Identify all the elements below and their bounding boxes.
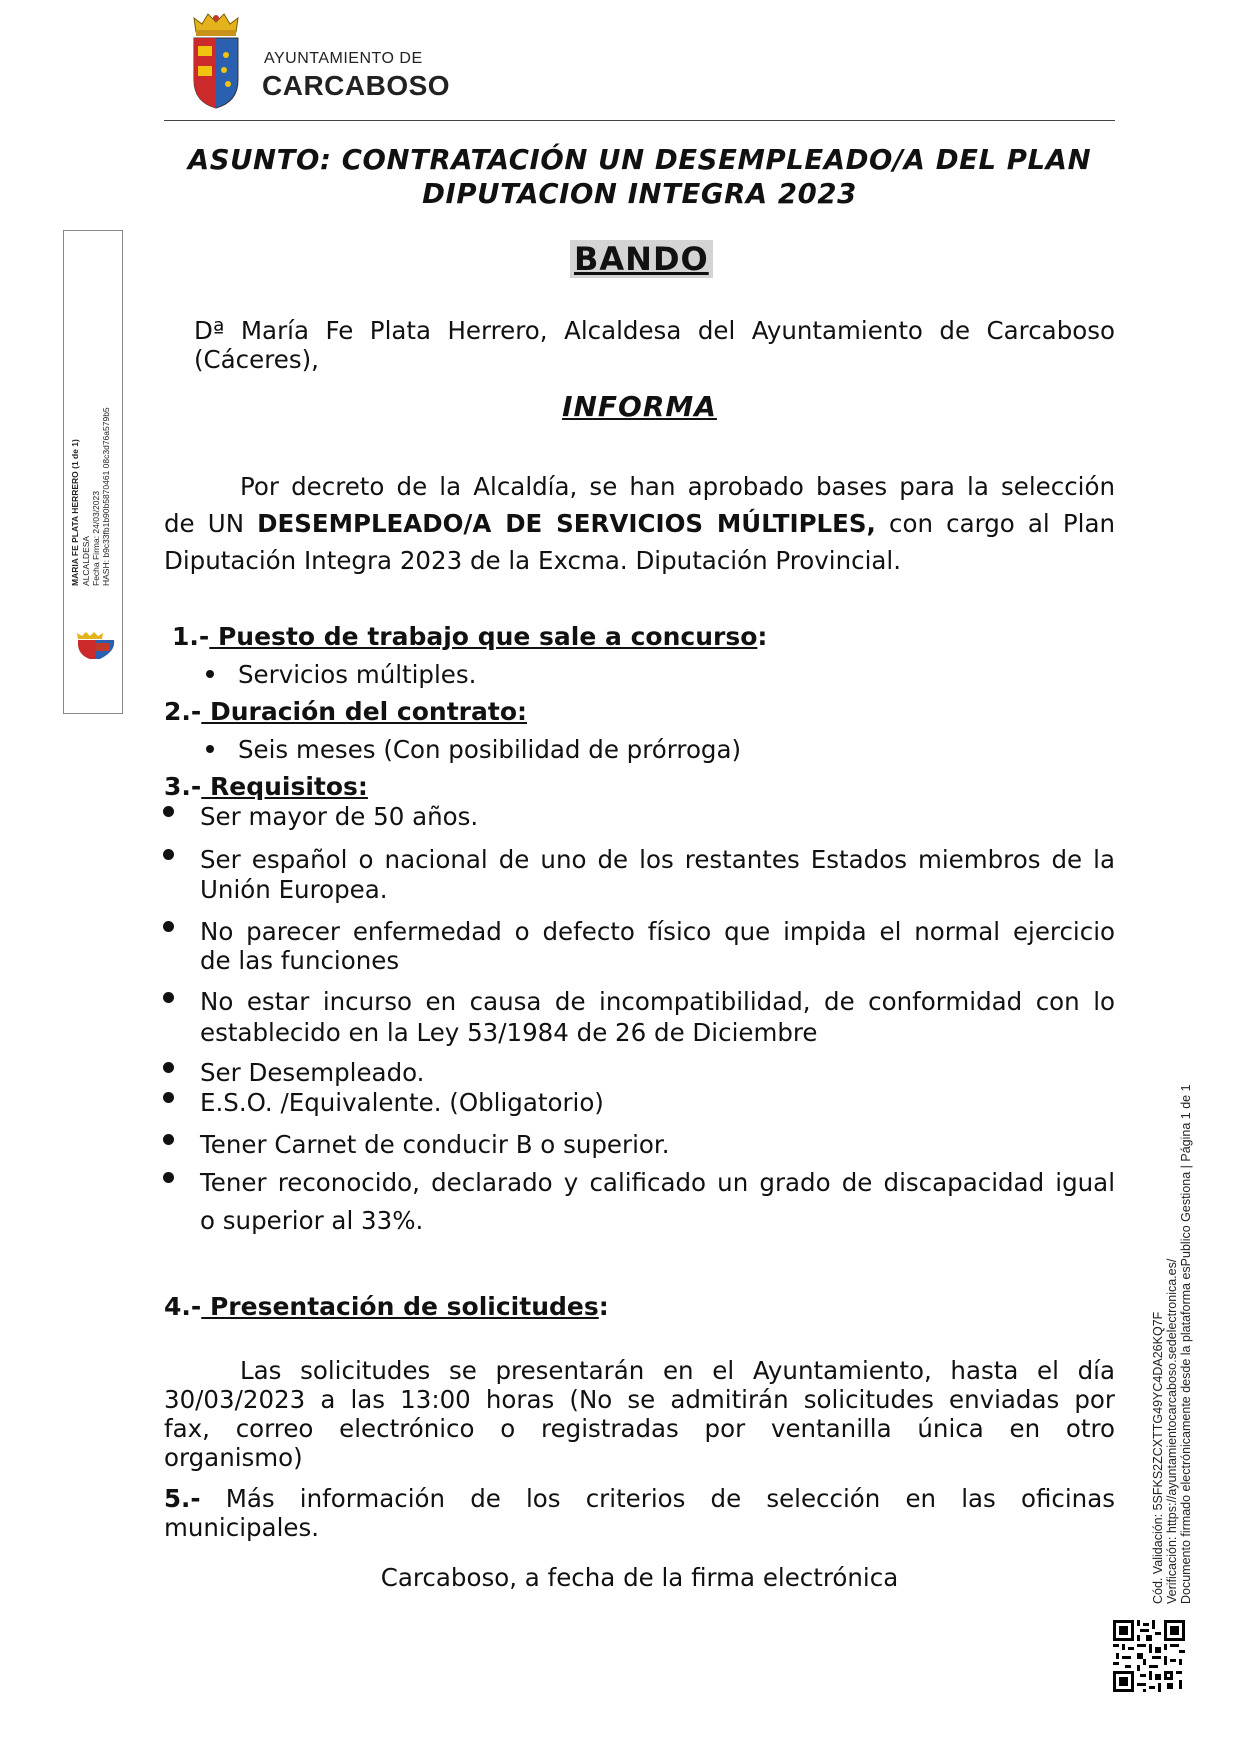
signature-strip [63,230,123,714]
section-2-item: Seis meses (Con posibilidad de prórroga) [238,735,742,764]
bullet-icon [163,1062,174,1073]
section-4-line-1: Las solicitudes se presentarán en el Ayuntamiento, hasta el día [240,1356,1115,1385]
coat-of-arms-icon [188,10,244,110]
requirement-item-cont: Unión Europea. [200,875,388,904]
subject-line-2: DIPUTACION INTEGRA 2023 [422,178,857,210]
bullet-icon [206,745,214,753]
requirement-item: No parecer enfermedad o defecto físico que impida el normal ejercicio [200,917,1115,946]
requirement-item: E.S.O. /Equivalente. (Obligatorio) [200,1088,604,1117]
verification-url: Verificación: https://ayuntamientocarcaboso.sedelectronica.es/ [1165,1258,1179,1604]
validation-code: Cód. Validación: 5SFKS2ZCXTTG49YC4DA26KQ7F [1151,1311,1165,1604]
requirement-item-cont: o superior al 33%. [200,1206,424,1235]
decree-line-1: Por decreto de la Alcaldía, se han aprobado bases para la selección [240,472,1115,501]
sign-date: Fecha Firma: 24/03/2023 [91,491,101,586]
bullet-icon [163,1172,174,1183]
logo-title: CARCABOSO [262,70,451,101]
decree-line-3: Diputación Integra 2023 de la Excma. Diputación Provincial. [164,546,901,575]
requirement-item-cont: de las funciones [200,946,400,975]
section-5-line-2: municipales. [164,1513,320,1542]
informa-title: INFORMA [562,390,717,423]
signer-name: MARIA FE PLATA HERRERO (1 de 1) [70,439,80,586]
sign-hash: HASH: b9c33fb1b90b5870461 08c3d76a579b5 [101,407,111,586]
subject-line-1: ASUNTO: CONTRATACIÓN UN DESEMPLEADO/A DEL PLAN [187,144,1092,176]
bullet-icon [163,806,174,817]
section-4-line-3: fax, correo electrónico o registradas por ventanilla única en otro [164,1414,1115,1443]
requirement-item: Ser Desempleado. [200,1058,425,1087]
section-3-heading: 3.- Requisitos: [164,772,368,801]
bullet-icon [163,1134,174,1145]
signature-platform-note: Documento firmado electrónicamente desde la plataforma esPublico Gestiona | Página 1 de 1 [1179,1084,1193,1604]
closing-line: Carcaboso, a fecha de la firma electrónica [380,1563,899,1592]
municipality-logo [162,8,451,116]
header-divider [164,120,1115,121]
requirement-item: No estar incurso en causa de incompatibilidad, de conformidad con lo [200,987,1115,1016]
section-5-line-1: 5.- Más información de los criterios de selección en las oficinas [164,1484,1115,1513]
bullet-icon [163,921,174,932]
logo-subtitle: AYUNTAMIENTO DE [264,50,423,67]
bullet-icon [163,992,174,1003]
intro-line-2: (Cáceres), [194,345,319,374]
section-2-heading: 2.- Duración del contrato: [164,697,527,726]
requirement-item: Tener reconocido, declarado y calificado un grado de discapacidad igual [200,1168,1115,1197]
section-4-line-4: organismo) [164,1443,303,1472]
section-1-heading: 1.- Puesto de trabajo que sale a concurso: [172,622,768,651]
intro-line-1: Dª María Fe Plata Herrero, Alcaldesa del Ayuntamiento de Carcaboso [194,316,1115,345]
bullet-icon [163,1092,174,1103]
signer-role: ALCALDESA [81,535,91,586]
bullet-icon [206,670,214,678]
decree-line-2: de UN DESEMPLEADO/A DE SERVICIOS MÚLTIPLES, con cargo al Plan [164,509,1115,538]
bando-title: BANDO [570,240,713,278]
requirement-item: Tener Carnet de conducir B o superior. [200,1130,670,1159]
requirement-item: Ser español o nacional de uno de los restantes Estados miembros de la [200,845,1115,874]
section-4-heading: 4.- Presentación de solicitudes: [164,1292,609,1321]
section-1-item: Servicios múltiples. [238,660,477,689]
section-4-line-2: 30/03/2023 a las 13:00 horas (No se admitirán solicitudes enviadas por [164,1385,1115,1414]
decree-highlight: DESEMPLEADO/A DE SERVICIOS MÚLTIPLES, [257,509,876,538]
requirement-item: Ser mayor de 50 años. [200,802,479,831]
requirement-item-cont: establecido en la Ley 53/1984 de 26 de Diciembre [200,1018,818,1047]
qr-code-icon [1113,1620,1185,1692]
bullet-icon [163,849,174,860]
coat-of-arms-icon [70,631,118,661]
